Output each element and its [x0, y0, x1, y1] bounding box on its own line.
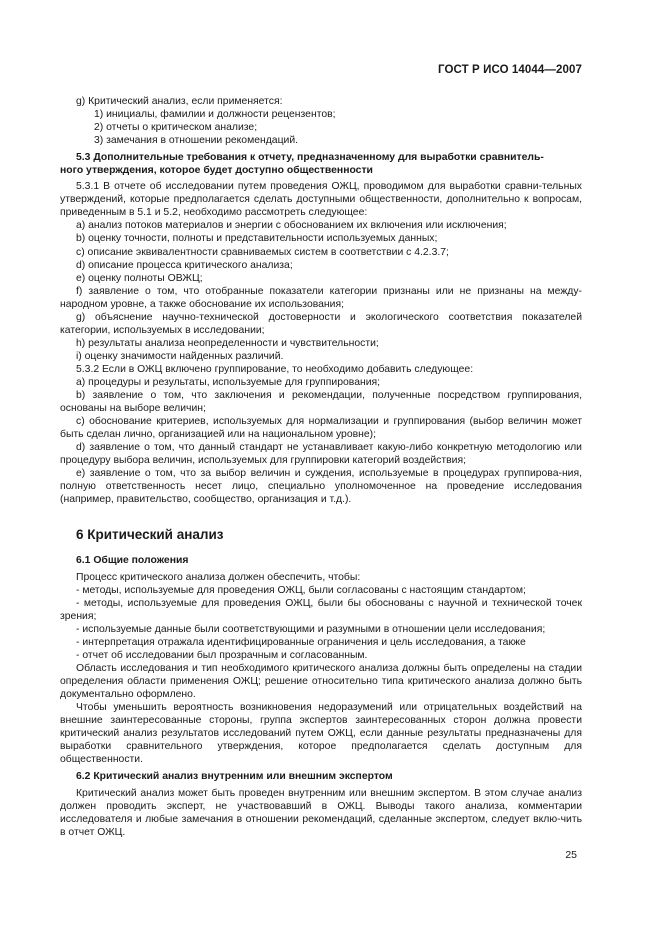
section-6-heading: 6 Критический анализ: [76, 527, 224, 543]
paragraph: Чтобы уменьшить вероятность возникновения недоразумений или отрицательных воздействий на внешние заинтересованные стороны, группа экспертов заинтересованных сторон должна провести критический анализ результатов исследований путем ОЖЦ, если данные результаты предназначены для выработки сравнительного утверждения, которое предполагается сделать доступным для общественности.: [60, 702, 582, 766]
list-item-g: g) Критический анализ, если применяется:: [76, 96, 283, 107]
section-6-1-heading: 6.1 Общие положения: [76, 554, 189, 566]
list-item: h) результаты анализа неопределенности и чувствительности;: [76, 337, 379, 349]
sublist-item: 1) инициалы, фамилии и должности рецензентов;: [94, 109, 336, 121]
list-item: d) заявление о том, что данный стандарт не устанавливает какую-либо конкретную методологию или процедуру выбора величин, используемых для группировки категорий воздействия;: [60, 442, 582, 467]
list-item: c) описание эквивалентности сравниваемых систем в соответствии с 4.2.3.7;: [76, 246, 449, 258]
section-6-2-heading: 6.2 Критический анализ внутренним или внешним экспертом: [76, 771, 393, 783]
section-heading-line: 5.3 Дополнительные требования к отчету, предназначенному для выработки сравнитель-: [76, 152, 544, 164]
list-item: - отчет об исследовании был прозрачным и согласованным.: [76, 649, 368, 661]
paragraph-5-3-1: 5.3.1 В отчете об исследовании путем проведения ОЖЦ, проводимом для выработки сравни-тельных утверждений, которые предполагается сделать доступными общественности, дополнительно к вопросам, приведенным в 5.1 и 5.2, необходимо рассмотреть следующее:: [60, 181, 582, 219]
section-5-3-heading: [60, 151, 582, 164]
sublist-item: 2) отчеты о критическом анализе;: [94, 122, 258, 134]
page-number: 25: [565, 849, 577, 861]
list-item: - интерпретация отражала идентифицированные ограничения и цель исследования, а также: [76, 636, 526, 648]
list-item: - методы, используемые для проведения ОЖЦ, были бы обоснованы с научной и технической точек зрения;: [60, 597, 582, 622]
list-item: a) процедуры и результаты, используемые для группирования;: [76, 376, 381, 388]
section-heading-line: ного утверждения, которое будет доступно общественности: [60, 165, 373, 177]
list-item: e) заявление о том, что за выбор величин и суждения, используемые в процедурах группирова-ния, полную ответственность несет лицо, специально уполномоченное на проведение исследования (например, правительство, сообщество, организация и т.д.).: [60, 468, 582, 506]
sublist-item: 3) замечания в отношении рекомендаций.: [94, 135, 299, 147]
list-item: e) оценку полноты ОВЖЦ;: [76, 272, 203, 284]
list-item: d) описание процесса критического анализа;: [76, 259, 293, 271]
paragraph: Область исследования и тип необходимого критического анализа должны быть определены на стадии определения области применения ОЖЦ; решение относительно типа критического анализа должно быть документально оформлено.: [60, 662, 582, 700]
list-item: a) анализ потоков материалов и энергии с обоснованием их включения или исключения;: [76, 220, 507, 232]
list-item: b) заявление о том, что заключения и рекомендации, полученные посредством группирования, основаны на выборе величин;: [60, 390, 582, 415]
paragraph-5-3-2: 5.3.2 Если в ОЖЦ включено группирование, то необходимо добавить следующее:: [76, 363, 474, 375]
standard-header: ГОСТ Р ИСО 14044—2007: [437, 64, 582, 76]
list-item: f) заявление о том, что отобранные показатели категории признаны или не признаны на между-народном уровне, а также обоснование их использования;: [60, 285, 582, 310]
list-item: g) объяснение научно-технической достоверности и экологического соответствия показателей категории, используемых в исследовании;: [60, 311, 582, 336]
list-item: - методы, используемые для проведения ОЖЦ, были согласованы с настоящим стандартом;: [76, 584, 526, 596]
paragraph: Процесс критического анализа должен обеспечить, чтобы:: [76, 571, 361, 583]
paragraph: Критический анализ может быть проведен внутренним или внешним экспертом. В этом случае анализ должен проводить эксперт, не участвовавший в ОЖЦ. Выводы такого анализа, комментарии исследователя и любые замечания в отношении рекомендаций, сделанные экспертом, следует вклю-чить в отчет ОЖЦ.: [60, 788, 582, 839]
list-item: b) оценку точности, полноты и представительности используемых данных;: [76, 233, 438, 245]
list-item: - используемые данные были соответствующими и разумными в отношении цели исследования;: [76, 623, 546, 635]
list-item: i) оценку значимости найденных различий.: [76, 350, 284, 362]
list-item: c) обоснование критериев, используемых для нормализации и группирования (выбор величин может быть сделан лично, организацией или на национальном уровне);: [60, 416, 582, 441]
page-body: [60, 95, 582, 839]
